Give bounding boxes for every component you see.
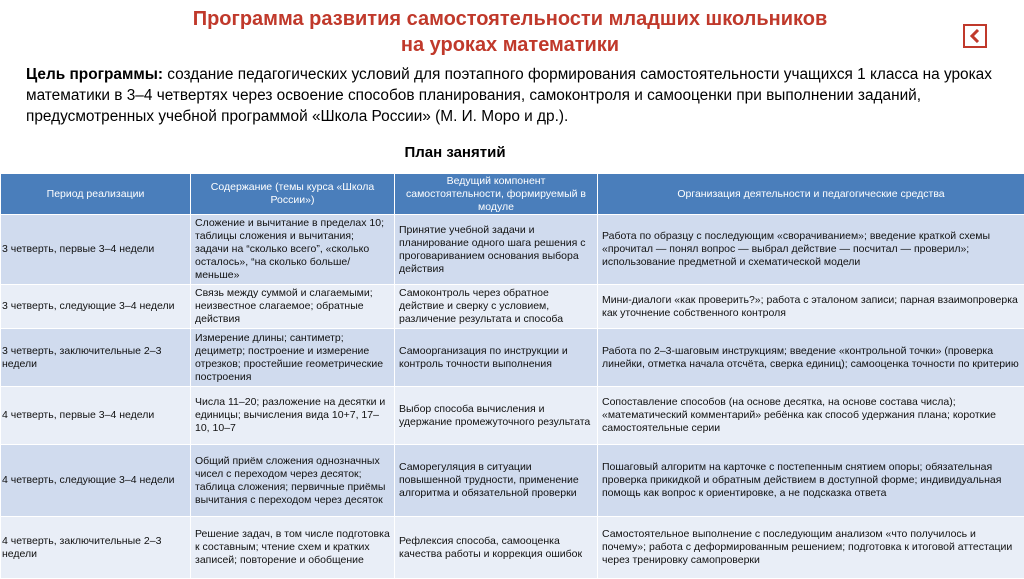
back-button[interactable] <box>963 24 987 48</box>
period-cell: 4 четверть, следующие 3–4 недели <box>1 445 191 517</box>
content-cell: Решение задач, в том числе подготовка к составным; чтение схем и кратких записей; повторение и обобщение <box>191 517 395 579</box>
table-header-row <box>1 174 1024 215</box>
content-cell: Измерение длины; сантиметр; дециметр; построение и измерение отрезков; простейшие геометрические построения <box>191 329 395 387</box>
component-cell: Рефлексия способа, самооценка качества работы и коррекция ошибок <box>395 517 598 579</box>
table-row <box>1 215 1024 285</box>
component-cell: Выбор способа вычисления и удержание промежуточного результата <box>395 387 598 445</box>
table-row <box>1 329 1024 387</box>
title-line-1: Программа развития самостоятельности младших школьников <box>60 6 960 32</box>
column-header-content: Содержание (темы курса «Школа России») <box>191 174 395 215</box>
table-row <box>1 285 1024 329</box>
plan-title: План занятий <box>0 144 910 161</box>
component-cell: Самоконтроль через обратное действие и сверку с условием, различение результата и способа <box>395 285 598 329</box>
component-cell: Самоорганизация по инструкции и контроль точности выполнения <box>395 329 598 387</box>
organization-cell: Работа по 2–3-шаговым инструкциям; введение «контрольной точки» (проверка линейки, отметка начала отсчёта, сверка единиц); самооценка точности по критерию <box>598 329 1024 387</box>
table-row <box>1 445 1024 517</box>
organization-cell: Мини-диалоги «как проверить?»; работа с эталоном записи; парная взаимопроверка как уточнение собственного контроля <box>598 285 1024 329</box>
period-cell: 3 четверть, первые 3–4 недели <box>1 215 191 285</box>
organization-cell: Самостоятельное выполнение с последующим анализом «что получилось и почему»; работа с деформированным решением; подготовка к итоговой аттестации через тренировку самопроверки <box>598 517 1024 579</box>
goal-text: создание педагогических условий для поэтапного формирования самостоятельности учащихся 1 класса на уроках математики в 3–4 четвертях через освоение способов планирования, самоконтроля и самооценки при выполнении заданий, предусмотренных учебной программой «Школа России» (М. И. Моро и др.). <box>26 66 992 125</box>
column-header-organization: Организация деятельности и педагогические средства <box>598 174 1024 215</box>
column-header-period: Период реализации <box>1 174 191 215</box>
content-cell: Числа 11–20; разложение на десятки и единицы; вычисления вида 10+7, 17–10, 10–7 <box>191 387 395 445</box>
period-cell: 4 четверть, заключительные 2–3 недели <box>1 517 191 579</box>
organization-cell: Работа по образцу с последующим «сворачиванием»; введение краткой схемы «прочитал — понял вопрос — выбрал действие — посчитал — проверил»; использование предметной и схематической модели <box>598 215 1024 285</box>
content-cell: Общий приём сложения однозначных чисел с переходом через десяток; таблица сложения; первичные приёмы вычитания с переходом через десяток <box>191 445 395 517</box>
content-cell: Связь между суммой и слагаемыми; неизвестное слагаемое; обратные действия <box>191 285 395 329</box>
period-cell: 3 четверть, заключительные 2–3 недели <box>1 329 191 387</box>
plan-table <box>0 173 1024 579</box>
period-cell: 4 четверть, первые 3–4 недели <box>1 387 191 445</box>
column-header-component: Ведущий компонент самостоятельности, формируемый в модуле <box>395 174 598 215</box>
program-goal <box>26 64 1001 127</box>
table-row <box>1 517 1024 579</box>
table-row <box>1 387 1024 445</box>
period-cell: 3 четверть, следующие 3–4 недели <box>1 285 191 329</box>
organization-cell: Сопоставление способов (на основе десятка, на основе состава числа); «математический комментарий» ребёнка как способ удержания плана; короткие самостоятельные серии <box>598 387 1024 445</box>
content-cell: Сложение и вычитание в пределах 10; таблицы сложения и вычитания; задачи на “сколько всего”, «сколько осталось», “на сколько больше/меньше» <box>191 215 395 285</box>
component-cell: Саморегуляция в ситуации повышенной трудности, применение алгоритма и обязательной проверки <box>395 445 598 517</box>
organization-cell: Пошаговый алгоритм на карточке с постепенным снятием опоры; обязательная проверка прикидкой и обратным действием в доступной форме; индивидуальная помощь как вопрос к ориентировке, а не подсказка ответа <box>598 445 1024 517</box>
component-cell: Принятие учебной задачи и планирование одного шага решения с проговариванием основания выбора действия <box>395 215 598 285</box>
title-line-2: на уроках математики <box>60 32 960 58</box>
goal-label: Цель программы: <box>26 66 163 83</box>
back-arrow-icon <box>969 29 981 43</box>
page-title <box>60 6 960 58</box>
